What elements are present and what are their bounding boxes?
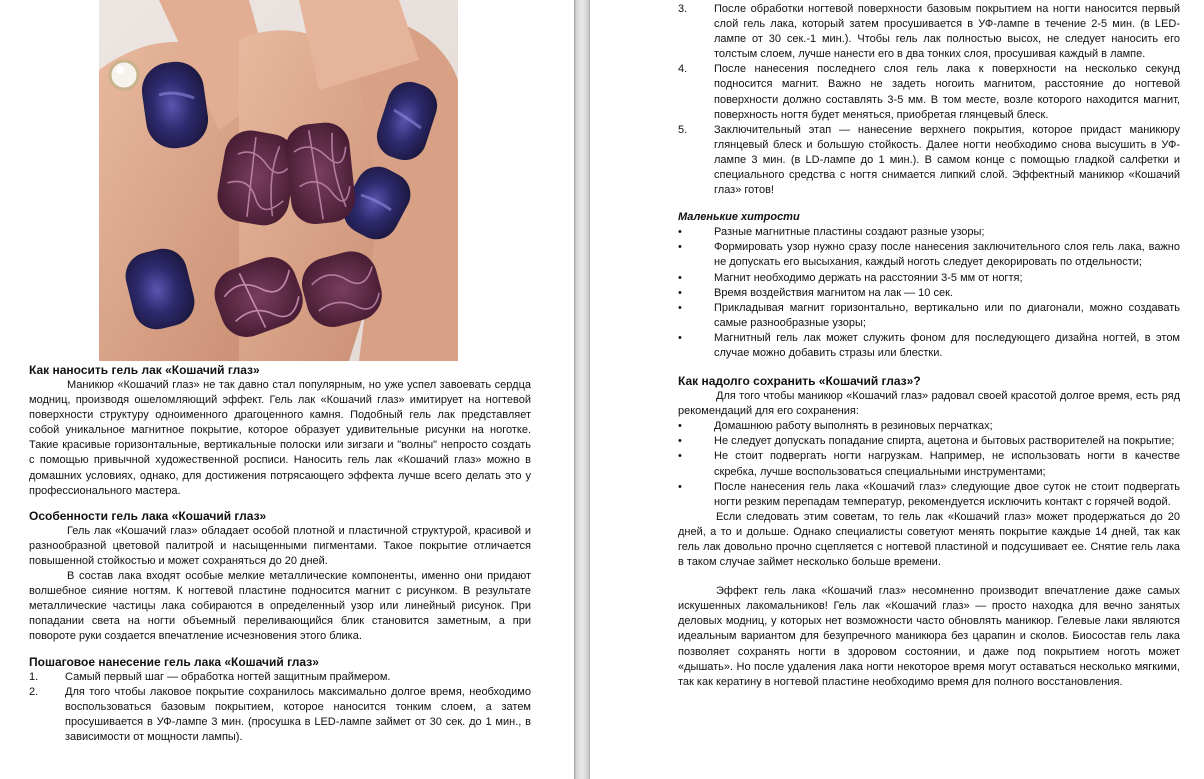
- list-text: После обработки ногтевой поверхности базовым покрытием на ногти наносится первый слой гель лака, который затем просушивается в УФ-лампе в течение 2-5 мин. (в LED-лампе от 30 сек.-1 мин.). Чтобы гель лак полностью высох, не следует наносить его толстым слоем, лучше нанести его в два тонких слоя, просушивая каждый в лампе.: [714, 3, 1180, 61]
- list-number: 3.: [678, 3, 688, 15]
- bullet-icon: •: [678, 480, 682, 493]
- list-item: [29, 685, 531, 745]
- list-item: [678, 301, 1180, 331]
- list-text: Разные магнитные пластины создают разные узоры;: [714, 226, 985, 239]
- list-text: После нанесения гель лака «Кошачий глаз» следующие двое суток не стоит подвергать ногти резким перепадам температур, рекомендуется исключить контакт с горячей водой.: [714, 480, 1180, 508]
- paragraph: Гель лак «Кошачий глаз» обладает особой плотной и пластичной структурой, красивой и разнообразной цветовой палитрой и насыщенными пигментами. Такое покрытие отличается повышенной стойкостью и может сохраняться до 20 дней.: [29, 524, 531, 567]
- left-page-text: [29, 362, 531, 745]
- list-item: [678, 240, 1180, 270]
- list-number: 1.: [29, 670, 39, 683]
- heading-how-to-apply: Как наносить гель лак «Кошачий глаз»: [29, 363, 260, 377]
- bullet-icon: •: [678, 301, 682, 314]
- paragraph: Для того чтобы маникюр «Кошачий глаз» радовал своей красотой долгое время, есть ряд рекомендаций для его сохранения:: [678, 390, 1180, 418]
- list-item: [678, 434, 1180, 449]
- list-text: Не стоит подвергать ногти нагрузкам. Например, не использовать ногти в качестве скребка, лучше воспользоваться специальными инструментами;: [714, 450, 1180, 478]
- document-page-left: [0, 0, 574, 779]
- bullet-icon: •: [678, 450, 682, 463]
- heading-step-by-step: Пошаговое нанесение гель лака «Кошачий глаз»: [29, 654, 319, 669]
- manicure-illustration: [99, 0, 458, 361]
- list-item: [678, 225, 1180, 240]
- right-page-text: [678, 2, 1180, 690]
- list-number: 5.: [678, 123, 688, 136]
- list-item: [678, 331, 1180, 361]
- list-text: Магнитный гель лак может служить фоном для последующего дизайна ногтей, в этом случае можно добавить стразы или блестки.: [714, 331, 1180, 359]
- list-item: [678, 271, 1180, 286]
- paragraph: Эффект гель лака «Кошачий глаз» несомненно производит впечатление даже самых искушенных лакомальников! Гель лак «Кошачий глаз» — просто находка для вечно занятых деловых модниц, у которых нет возможности часто обновлять маникюр. Гелевые лаки являются идеальным вариантом для безупречного маникюра без царапин и сколов. Биосостав гель лака позволяет сохранять ногти в здоровом состоянии, и даже под покрытием ноготь может «дышать». Но после удаления лака ногти некоторое время могут оставаться несколько мягкими, так как кератину в ногтевой пластине необходимо время для полного восстановления.: [678, 585, 1180, 688]
- list-text: Прикладывая магнит горизонтально, вертикально или по диагонали, можно создавать самые разнообразные узоры;: [714, 301, 1180, 329]
- list-text: Не следует допускать попадание спирта, ацетона и бытовых растворителей на покрытие;: [714, 435, 1175, 448]
- bullet-icon: •: [678, 271, 682, 284]
- list-text: Формировать узор нужно сразу после нанесения заключительного слоя гель лака, важно не допускать его высыхания, каждый ноготь следует декорировать по отдельности;: [714, 241, 1180, 269]
- paragraph: Маникюр «Кошачий глаз» не так давно стал популярным, но уже успел завоевать сердца модниц, производя ошеломляющий эффект. Гель лак «Кошачий глаз» имитирует на ногтевой поверхности структуру одноименного драгоценного камня. Подобный гель лак представляет собой уникальное магнитное покрытие, которое образует удивительные рисунки на ноготке. Такие красивые горизонтальные, вертикальные полоски или зигзаги и "волны" непросто создать с помощью привычной художественной росписи. Наносить гель лак «Кошачий глаз» можно в домашних условиях, однако, для достижения потрясающего эффекта лучше всего делать это у профессионального мастера.: [29, 379, 531, 497]
- list-text: Магнит необходимо держать на расстоянии 3-5 мм от ногтя;: [714, 271, 1023, 284]
- list-text: Заключительный этап — нанесение верхнего покрытия, которое придаст маникюру глянцевый блеск и большую стойкость. Далее ногти необходимо снова высушить в УФ-лампе 3 мин. (в LD-лампе до 1 мин.). В самом конце с помощью гладкой салфетки и специального средства с ногтя снимается липкий слой. Эффектный маникюр «Кошачий глаз» готов!: [714, 123, 1180, 197]
- heading-how-to-keep: Как надолго сохранить «Кошачий глаз»?: [678, 374, 921, 389]
- list-text: Самый первый шаг — обработка ногтей защитным праймером.: [65, 670, 391, 683]
- paragraph: Если следовать этим советам, то гель лак «Кошачий глаз» может продержаться до 20 дней, а то и дольше. Однако специалисты советуют менять покрытие каждые 14 дней, так как гель лак довольно прочно сцепляется с ногтевой пластиной и подсушивает ее. Снятие гель лака в таком случае займет несколько больше времени.: [678, 510, 1180, 569]
- bullet-icon: •: [678, 435, 682, 448]
- list-number: 4.: [678, 63, 688, 76]
- heading-features: Особенности гель лака «Кошачий глаз»: [29, 508, 267, 523]
- list-item: [678, 62, 1180, 122]
- list-text: После нанесения последнего слоя гель лака к поверхности на несколько секунд подносится магнит. Важно не задеть ногоить магнитом, расстояние до ногтевой поверхности должно составлять 3-5 мм. В том месте, возле которого находится магнит, поверхность ногтя будет меняться, приобретая глянцевый блеск.: [714, 63, 1180, 121]
- manicure-photo: [99, 0, 458, 361]
- bullet-icon: •: [678, 241, 682, 254]
- bullet-icon: •: [678, 420, 682, 433]
- list-item: [29, 670, 531, 685]
- list-text: Домашнюю работу выполнять в резиновых перчатках;: [714, 420, 993, 433]
- list-item: [678, 286, 1180, 301]
- list-number: 2.: [29, 685, 39, 698]
- list-item: [678, 480, 1180, 510]
- list-item: [678, 449, 1180, 479]
- list-text: Время воздействия магнитом на лак — 10 сек.: [714, 286, 953, 299]
- list-text: Для того чтобы лаковое покрытие сохранилось максимально долгое время, необходимо воспользоваться базовым покрытием, которое наносится тонким слоем, а затем просушивается в УФ-лампе 3 мин. (просушка в LED-лампе займет от 30 сек. до 1 мин., в зависимости от мощности лампы).: [65, 685, 531, 743]
- list-item: [678, 123, 1180, 198]
- heading-little-tricks: Маленькие хитрости: [678, 211, 800, 224]
- page-gutter: [574, 0, 590, 779]
- bullet-icon: •: [678, 286, 682, 299]
- list-item: [678, 2, 1180, 62]
- bullet-icon: •: [678, 331, 682, 344]
- paragraph: В состав лака входят особые мелкие металлические компоненты, именно они придают волшебное сияние ногтям. К ногтевой пластине подносится магнит с рисунком. В результате металлические частицы лака собираются в определенный узор или линейный рисунок. При попадании света на ногти объемный переливающийся блик становится заметным, а при повороте руки создается впечатление исчезновения этого блика.: [29, 570, 531, 643]
- bullet-icon: •: [678, 226, 682, 239]
- list-item: [678, 419, 1180, 434]
- document-page-right: [590, 0, 1204, 779]
